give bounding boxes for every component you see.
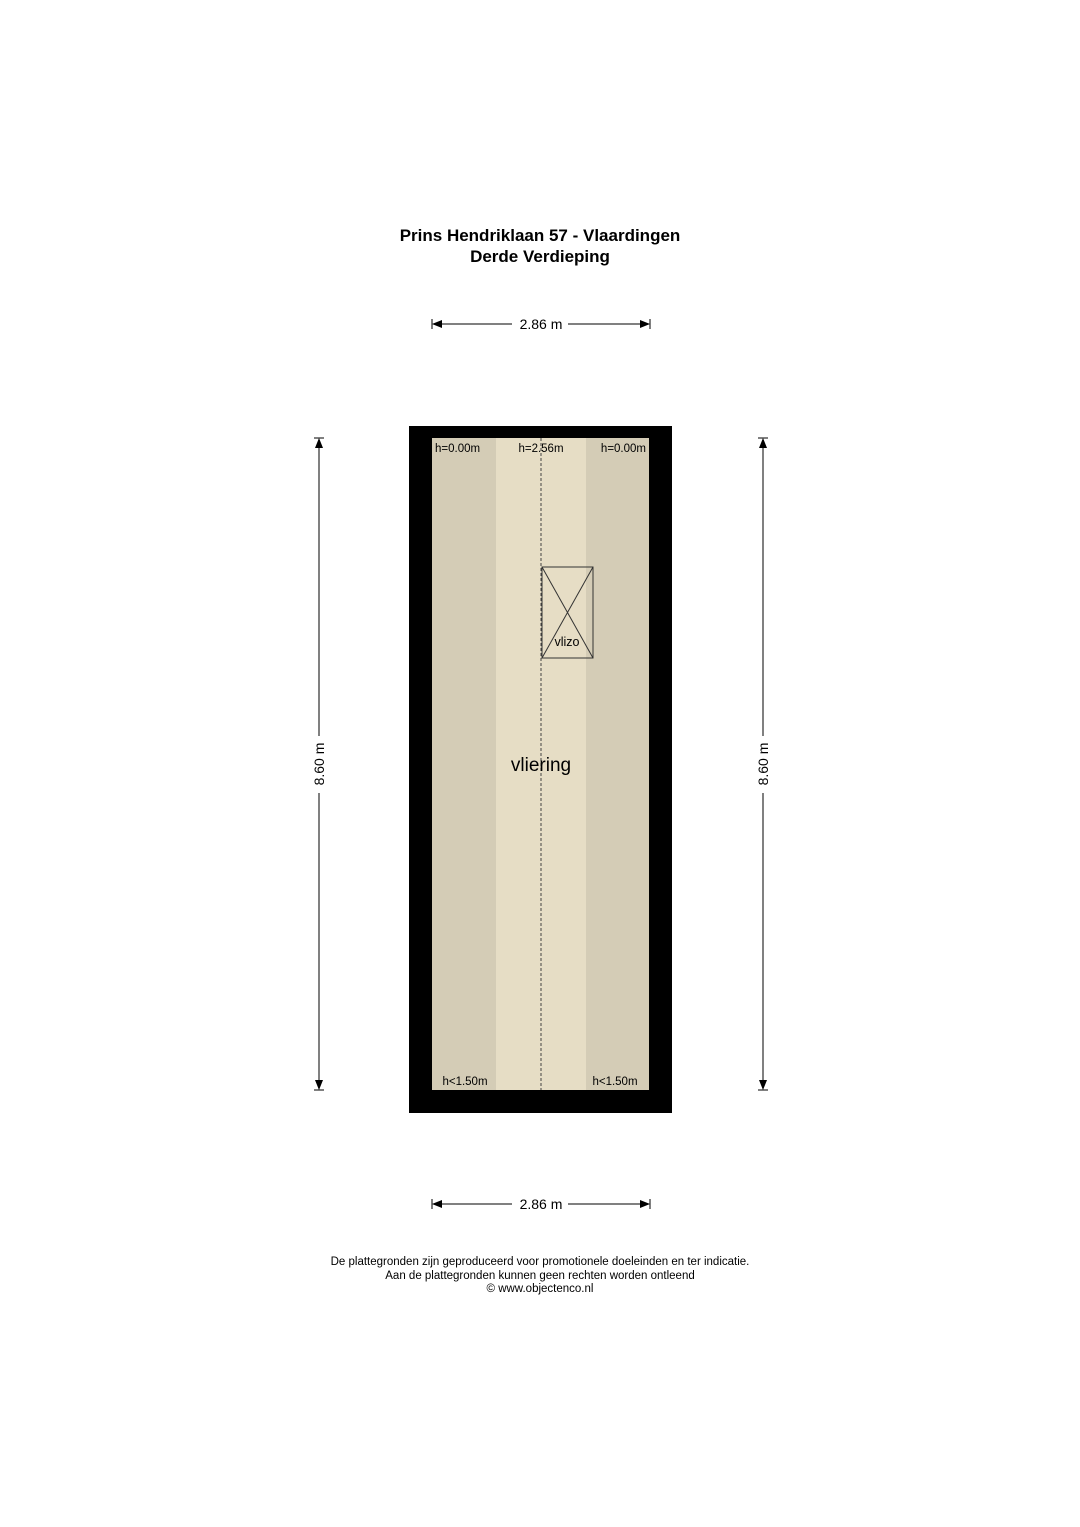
- height-top-center: h=2.56m: [518, 443, 564, 455]
- height-bottom-left: h<1.50m: [442, 1076, 488, 1088]
- dimension-right: [755, 438, 771, 1090]
- room-name: vliering: [510, 755, 572, 776]
- height-bottom-right: h<1.50m: [592, 1076, 638, 1088]
- dimension-right-label: 8.60 m: [755, 742, 771, 786]
- height-top-left: h=0.00m: [435, 443, 481, 455]
- dimension-left: [311, 438, 327, 1090]
- dimension-top: [432, 316, 650, 332]
- plan-title: Prins Hendriklaan 57 - Vlaardingen: [399, 226, 681, 245]
- hatch-label: vlizo: [554, 635, 580, 649]
- copyright-link[interactable]: © www.objectenco.nl: [486, 1283, 594, 1295]
- disclaimer-line-2: Aan de plattegronden kunnen geen rechten worden ontleend: [385, 1269, 695, 1282]
- dimension-top-label: 2.86 m: [519, 316, 563, 332]
- dimension-bottom: [432, 1196, 650, 1212]
- disclaimer-line-1: De plattegronden zijn geproduceerd voor promotionele doeleinden en ter indicatie.: [330, 1256, 750, 1268]
- height-top-right: h=0.00m: [600, 443, 646, 455]
- dimension-bottom-label: 2.86 m: [519, 1196, 563, 1212]
- floor-name: Derde Verdieping: [470, 247, 610, 266]
- disclaimer: [0, 1256, 1080, 1297]
- low-ceiling-zone-left: [432, 438, 496, 1090]
- low-ceiling-zone-right: [586, 438, 649, 1090]
- dimension-left-label: 8.60 m: [311, 742, 327, 786]
